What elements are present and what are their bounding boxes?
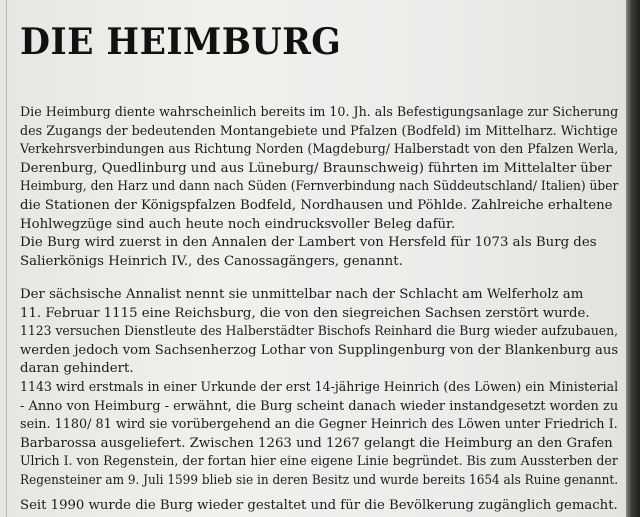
text-line: sein. 1180/ 81 wird sie vorübergehend an die Gegner Heinrich des Löwen unter Friedrich I. [20,417,618,433]
text-line: 11. Februar 1115 eine Reichsburg, die von den siegreichen Sachsen zerstört wurde. [20,305,590,321]
text-line: 1143 wird erstmals in einer Urkunde der erst 14-jährige Heinrich (des Löwen) ein Ministerial [20,379,619,395]
text-line: 1123 versuchen Dienstleute des Halberstädter Bischofs Reinhard die Burg wieder aufzubauen, [20,324,619,340]
text-line: Hohlwegzüge sind auch heute noch eindrucksvoller Beleg dafür. [20,216,456,232]
text-line: Salierkönigs Heinrich IV., des Canossagängers, genannt. [20,253,403,269]
text-line: Derenburg, Quedlinburg und aus Lüneburg/ Braunschweig) führten im Mittelalter über [20,160,612,176]
text-line: Heimburg, den Harz und dann nach Süden (Fernverbindung nach Süddeutschland/ Italien) über [20,179,619,195]
paragraph-present [20,497,630,516]
text-line: Die Heimburg diente wahrscheinlich bereits im 10. Jh. als Befestigungsanlage zur Sicherung [20,105,619,120]
text-line: daran gehindert. [20,361,134,377]
text-line: Die Burg wird zuerst in den Annalen der Lambert von Hersfeld für 1073 als Burg des [20,235,597,251]
text-line: Regensteiner am 9. Juli 1599 blieb sie in deren Besitz und wurde bereits 1654 als Ruine genannt. [20,472,619,488]
paragraph-history-early [20,104,630,271]
text-line: - Anno von Heimburg - erwähnt, die Burg scheint danach wieder instandgesetzt worden zu [20,398,619,414]
text-line: werden jedoch vom Sachsenherzog Lothar von Supplingenburg von der Blankenburg aus [20,342,619,358]
text-line: des Zugangs der bedeutenden Montangebiete und Pfalzen (Bodfeld) im Mittelharz. Wichtige [20,123,618,139]
text-line: die Stationen der Königspfalzen Bodfeld, Nordhausen und Pöhlde. Zahlreiche erhaltene [20,197,613,213]
page-title: DIE HEIMBURG [20,21,342,63]
text-line: Barbarossa ausgeliefert. Zwischen 1263 und 1267 gelangt die Heimburg an den Grafen [20,435,613,451]
text-line: Der sächsische Annalist nennt sie unmittelbar nach der Schlacht am Welferholz am [20,287,584,302]
text-line: Ulrich I. von Regenstein, der fortan hier eine eigene Linie begründet. Bis zum Aussterben der [20,454,618,470]
text-line: Seit 1990 wurde die Burg wieder gestaltet und für die Bevölkerung zugänglich gemacht. [20,498,618,513]
board-frame-line [6,0,7,517]
paragraph-history-medieval [20,286,630,491]
text-line: Verkehrsverbindungen aus Richtung Norden (Magdeburg/ Halberstadt von den Pfalzen Werla, [20,142,619,158]
